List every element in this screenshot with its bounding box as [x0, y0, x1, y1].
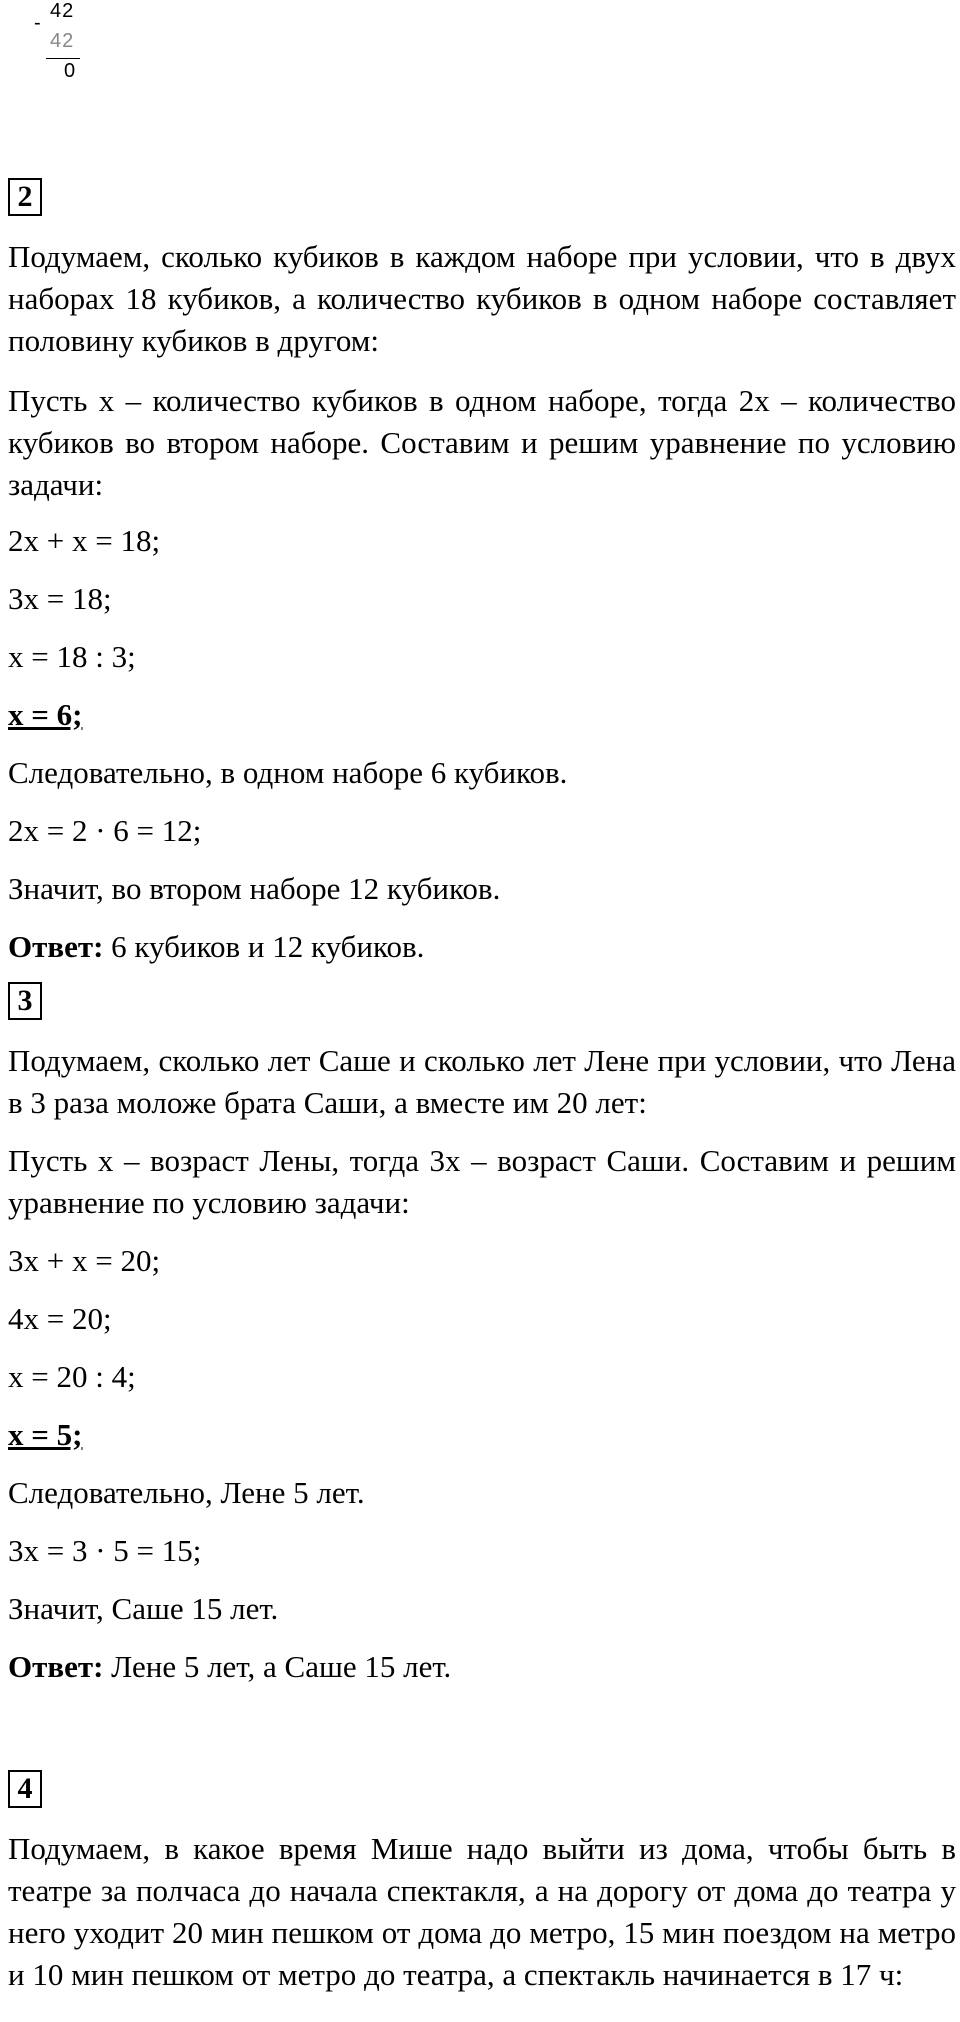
problem3-eq2: 4х = 20;: [8, 1301, 112, 1336]
problem3-eq4-wrap: [8, 1414, 956, 1456]
problem3-conclusion2: Значит, Саше 15 лет.: [8, 1591, 279, 1626]
problem2-eq4: х = 6;: [8, 697, 83, 732]
problem2-conclusion2: Значит, во втором наборе 12 кубиков.: [8, 871, 501, 906]
problem2-eq5: 2х = 2 · 6 = 12;: [8, 813, 202, 848]
problem2-conclusion1: Следовательно, в одном наборе 6 кубиков.: [8, 755, 568, 790]
problem2-eq2: 3х = 18;: [8, 581, 112, 616]
subtracted-number: 42: [50, 30, 75, 52]
problem2-answer: [8, 926, 956, 968]
problem2-answer-text: 6 кубиков и 12 кубиков.: [103, 929, 425, 964]
problem2-answer-label: Ответ:: [8, 929, 104, 964]
problem2-setup: Пусть х – количество кубиков в одном наборе, тогда 2х – количество кубиков во втором наборе. Составим и решим уравнение по условию задачи:: [8, 383, 956, 502]
problem3-answer: [8, 1646, 956, 1688]
problem2-intro: Подумаем, сколько кубиков в каждом наборе при условии, что в двух наборах 18 кубиков, а количество кубиков в одном наборе составляет половину кубиков в другом:: [8, 239, 956, 358]
problem-number-3: 3: [8, 982, 42, 1020]
problem2-eq1: 2х + х = 18;: [8, 523, 161, 558]
problem3-eq1: 3х + х = 20;: [8, 1243, 161, 1278]
problem-number-4: 4: [8, 1770, 42, 1808]
problem-number-2: 2: [8, 178, 42, 216]
problem3-setup: Пусть х – возраст Лены, тогда 3х – возраст Саши. Составим и решим уравнение по условию задачи:: [8, 1143, 956, 1220]
long-division-fragment: [30, 0, 90, 90]
remainder: 0: [64, 60, 76, 82]
division-line: [46, 58, 80, 59]
problem2-eq4-wrap: [8, 694, 956, 736]
problem3-eq5: 3х = 3 · 5 = 15;: [8, 1533, 202, 1568]
problem3-answer-label: Ответ:: [8, 1649, 104, 1684]
problem3-answer-text: Лене 5 лет, а Саше 15 лет.: [103, 1649, 452, 1684]
problem4-intro: Подумаем, в какое время Мише надо выйти из дома, чтобы быть в театре за полчаса до начала спектакля, а на дорогу от дома до театра у него уходит 20 мин пешком от дома до метро, 15 мин поездом на метро и 10 мин пешком от метро до театра, а спектакль начинается в 17 ч:: [8, 1831, 956, 1992]
problem3-intro: Подумаем, сколько лет Саше и сколько лет Лене при условии, что Лена в 3 раза моложе брата Саши, а вместе им 20 лет:: [8, 1043, 956, 1120]
problem3-conclusion1: Следовательно, Лене 5 лет.: [8, 1475, 365, 1510]
minus-sign: -: [34, 12, 41, 34]
problem2-eq3: х = 18 : 3;: [8, 639, 136, 674]
problem3-eq4: х = 5;: [8, 1417, 83, 1452]
problem3-eq3: х = 20 : 4;: [8, 1359, 136, 1394]
dividend-part: 42: [50, 0, 75, 22]
